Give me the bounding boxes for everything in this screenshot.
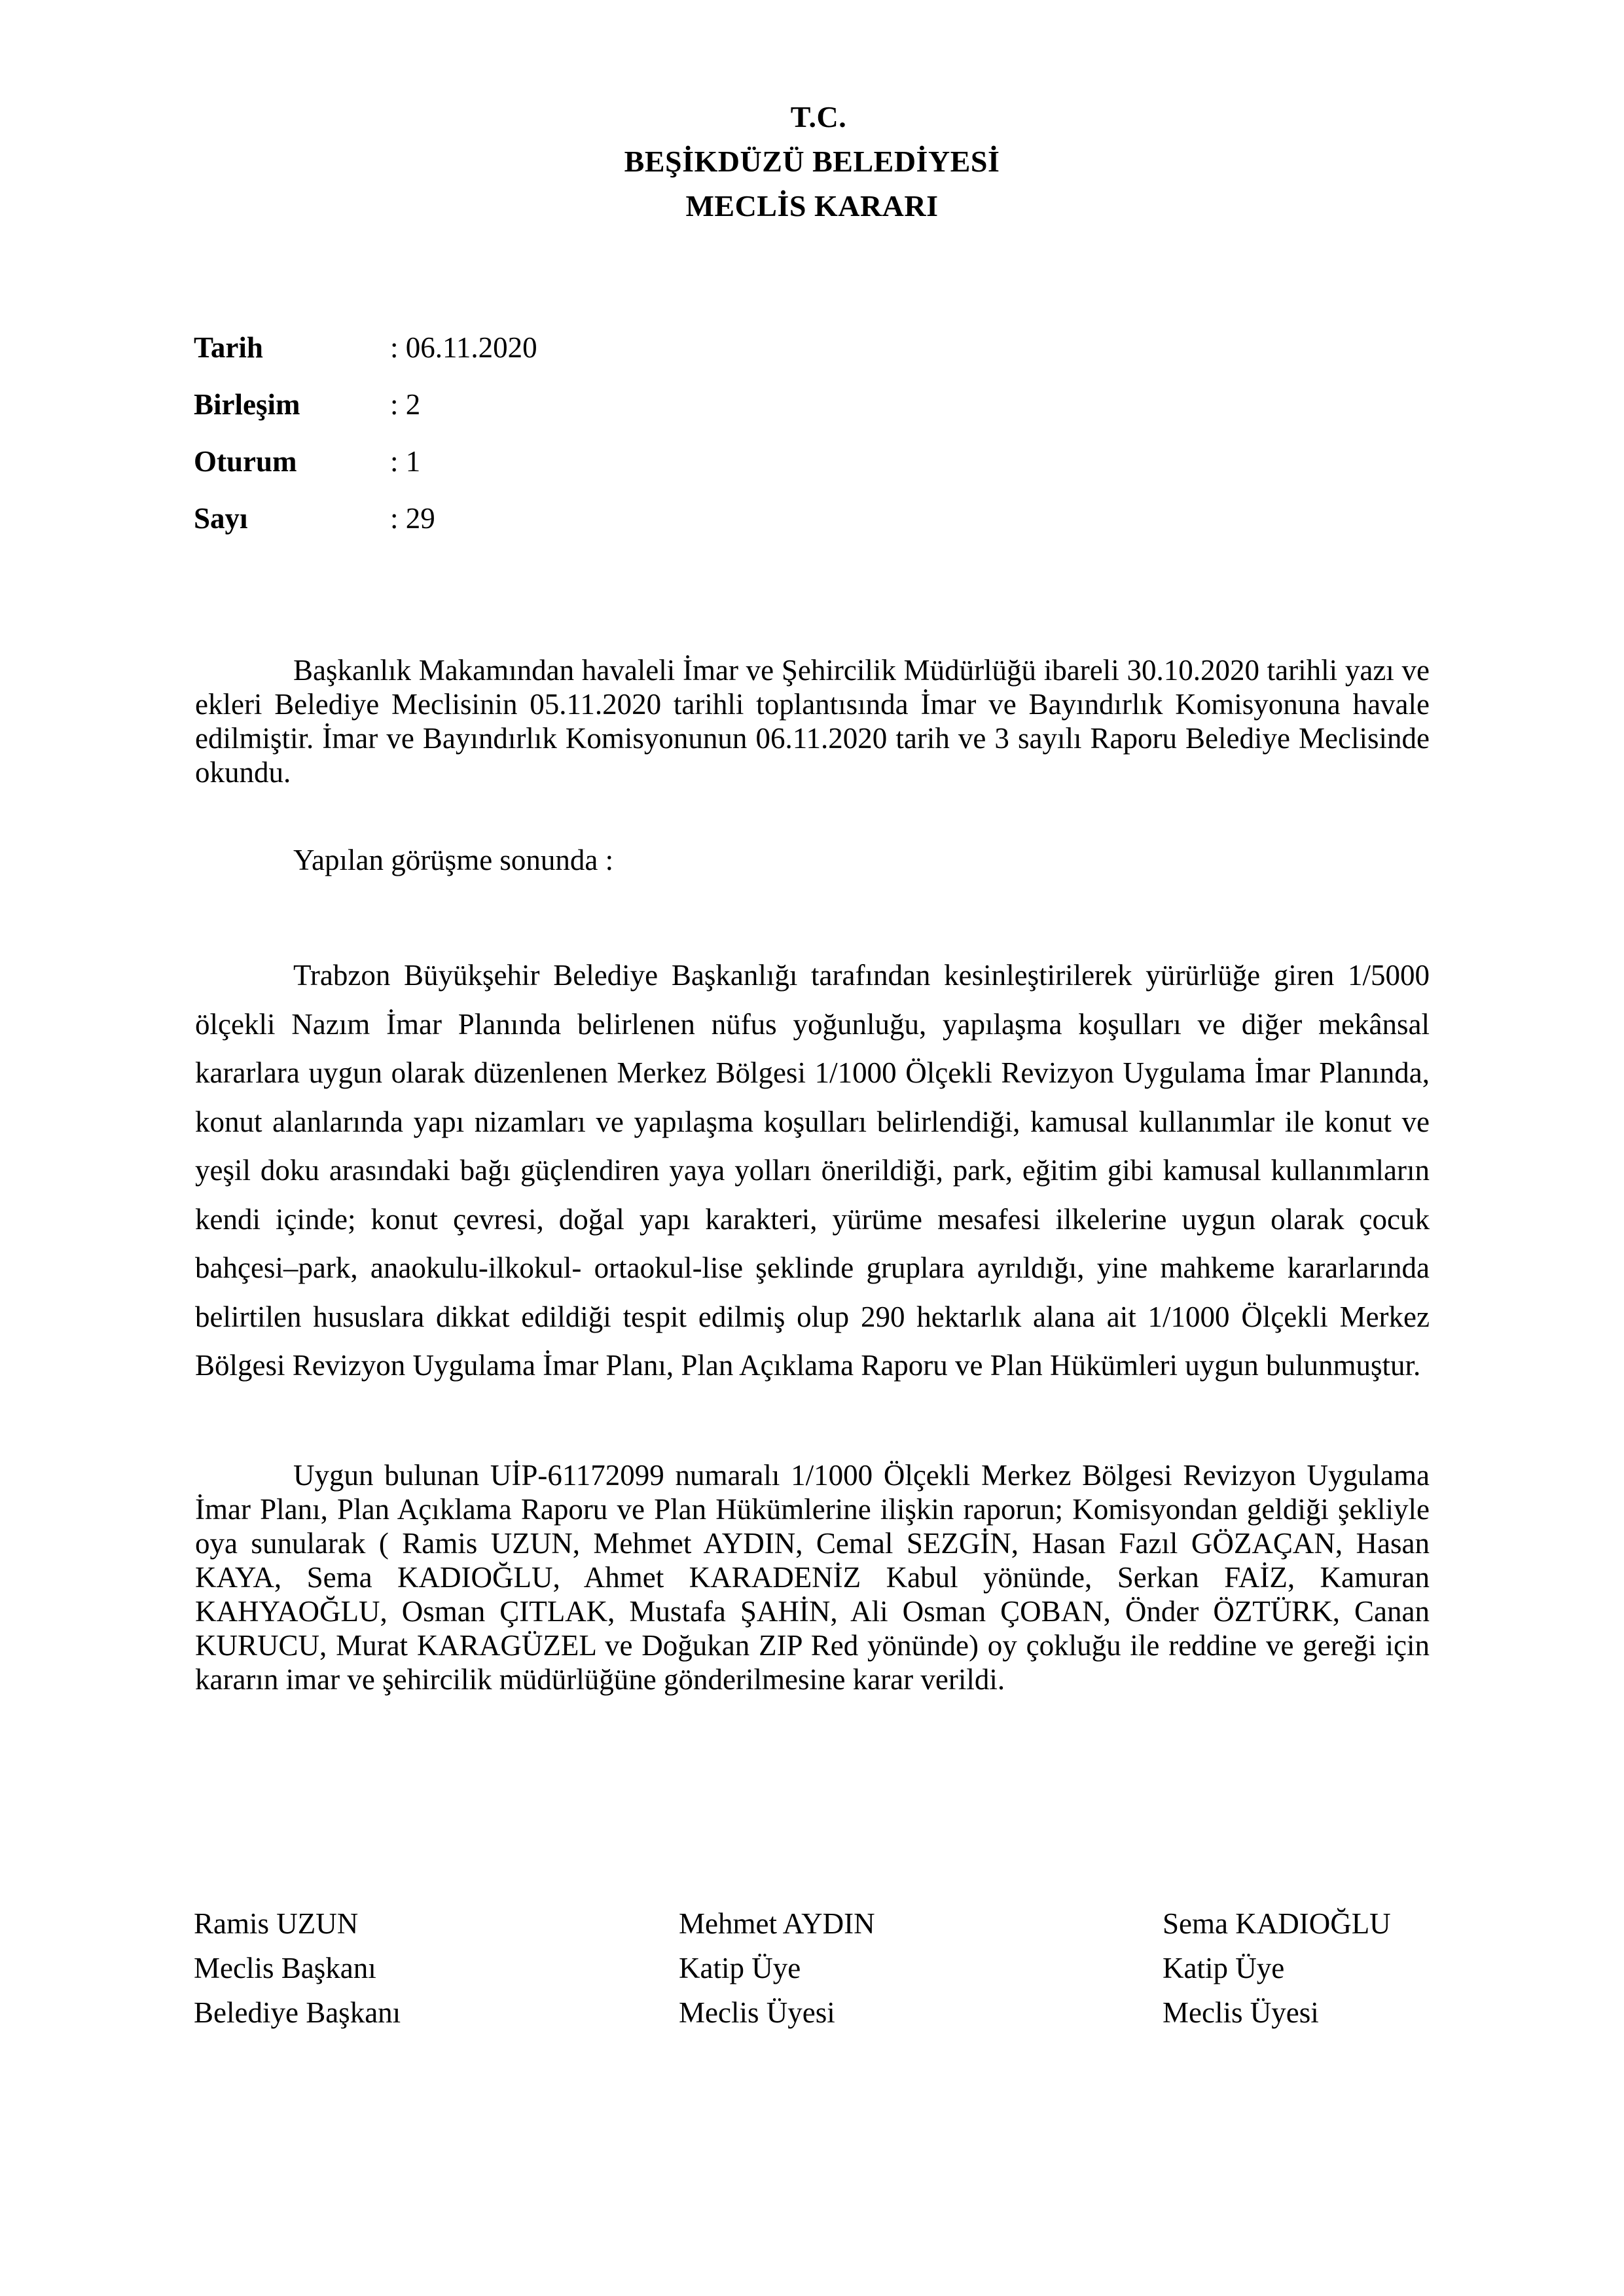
meta-value: : 06.11.2020	[390, 331, 537, 364]
signature-chairman	[194, 1901, 401, 2035]
signatory-title: Katip Üye	[679, 1952, 801, 1984]
meta-label: Oturum	[194, 445, 297, 478]
meta-value: : 1	[390, 445, 421, 478]
meta-label: Sayı	[194, 502, 248, 535]
signatory-name: Sema KADIOĞLU	[1163, 1907, 1391, 1940]
meta-row-number	[194, 501, 537, 558]
document-header	[0, 95, 1624, 228]
signature-clerk-2	[1163, 1901, 1391, 2035]
signatory-title: Meclis Başkanı	[194, 1952, 376, 1984]
paragraph-referral: Başkanlık Makamından havaleli İmar ve Şehircilik Müdürlüğü ibareli 30.10.2020 tarihli yazı ve ekleri Belediye Meclisinin 05.11.2020 tarihli toplantısında İmar ve Bayındırlık Komisyonuna havale edilmiştir. İmar ve Bayındırlık Komisyonunun 06.11.2020 tarih ve 3 sayılı Raporu Belediye Meclisinde okundu.	[195, 654, 1430, 789]
signatory-title: Meclis Üyesi	[679, 1996, 835, 2029]
header-municipality: BEŞİKDÜZÜ BELEDİYESİ	[624, 145, 1000, 178]
paragraph-plan-evaluation: Trabzon Büyükşehir Belediye Başkanlığı tarafından kesinleştirilerek yürürlüğe giren 1/5000 ölçekli Nazım İmar Planında belirlenen nüfus yoğunluğu, yapılaşma koşulları ve diğer mekânsal kararlara uygun olarak düzenlenen Merkez Bölgesi 1/1000 Ölçekli Revizyon Uygulama İmar Planında, konut alanlarında yapı nizamları ve yapılaşma koşulları belirlendiği, kamusal kullanımlar ile konut ve yeşil doku arasındaki bağı güçlendiren yaya yolları önerildiği, park, eğitim gibi kamusal kullanımların kendi içinde; konut çevresi, doğal yapı karakteri, yürüme mesafesi ilkelerine uygun olarak çocuk bahçesi–park, anaokulu-ilkokul- ortaokul-lise şeklinde gruplara ayrıldığı, yine mahkeme kararlarında belirtilen hususlara dikkat edildiği tespit edilmiş olup 290 hektarlık alana ait 1/1000 Ölçekli Merkez Bölgesi Revizyon Uygulama İmar Planı, Plan Açıklama Raporu ve Plan Hükümleri uygun bulunmuştur.	[195, 959, 1430, 1382]
signatory-name: Ramis UZUN	[194, 1907, 359, 1940]
header-decision-title: MECLİS KARARI	[685, 189, 939, 223]
meta-value: : 2	[390, 388, 421, 421]
decision-meta	[194, 331, 537, 558]
meta-label: Tarih	[194, 331, 263, 364]
meta-row-date	[194, 331, 537, 387]
signatory-title: Belediye Başkanı	[194, 1996, 401, 2029]
paragraph-discussion-intro: Yapılan görüşme sonunda :	[293, 844, 614, 876]
meta-value: : 29	[390, 502, 435, 535]
paragraph-decision: Uygun bulunan UİP-61172099 numaralı 1/1000 Ölçekli Merkez Bölgesi Revizyon Uygulama İmar Planı, Plan Açıklama Raporu ve Plan Hükümlerine ilişkin raporun; Komisyondan geldiği şekliyle oya sunularak ( Ramis UZUN, Mehmet AYDIN, Cemal SEZGİN, Hasan Fazıl GÖZAÇAN, Hasan KAYA, Sema KADIOĞLU, Ahmet KARADENİZ Kabul yönünde, Serkan FAİZ, Kamuran KAHYAOĞLU, Osman ÇITLAK, Mustafa ŞAHİN, Ali Osman ÇOBAN, Önder ÖZTÜRK, Canan KURUCU, Murat KARAGÜZEL ve Doğukan ZIP Red yönünde) oy çokluğu ile reddine ve gereği için kararın imar ve şehircilik müdürlüğüne gönderilmesine karar verildi.	[195, 1459, 1430, 1696]
signatory-title: Katip Üye	[1163, 1952, 1285, 1984]
signatory-title: Meclis Üyesi	[1163, 1996, 1319, 2029]
meta-row-sitting	[194, 444, 537, 501]
meta-row-session	[194, 387, 537, 444]
signatory-name: Mehmet AYDIN	[679, 1907, 875, 1940]
signature-clerk-1	[679, 1901, 875, 2035]
header-tc: T.C.	[790, 100, 847, 134]
meta-label: Birleşim	[194, 388, 300, 421]
